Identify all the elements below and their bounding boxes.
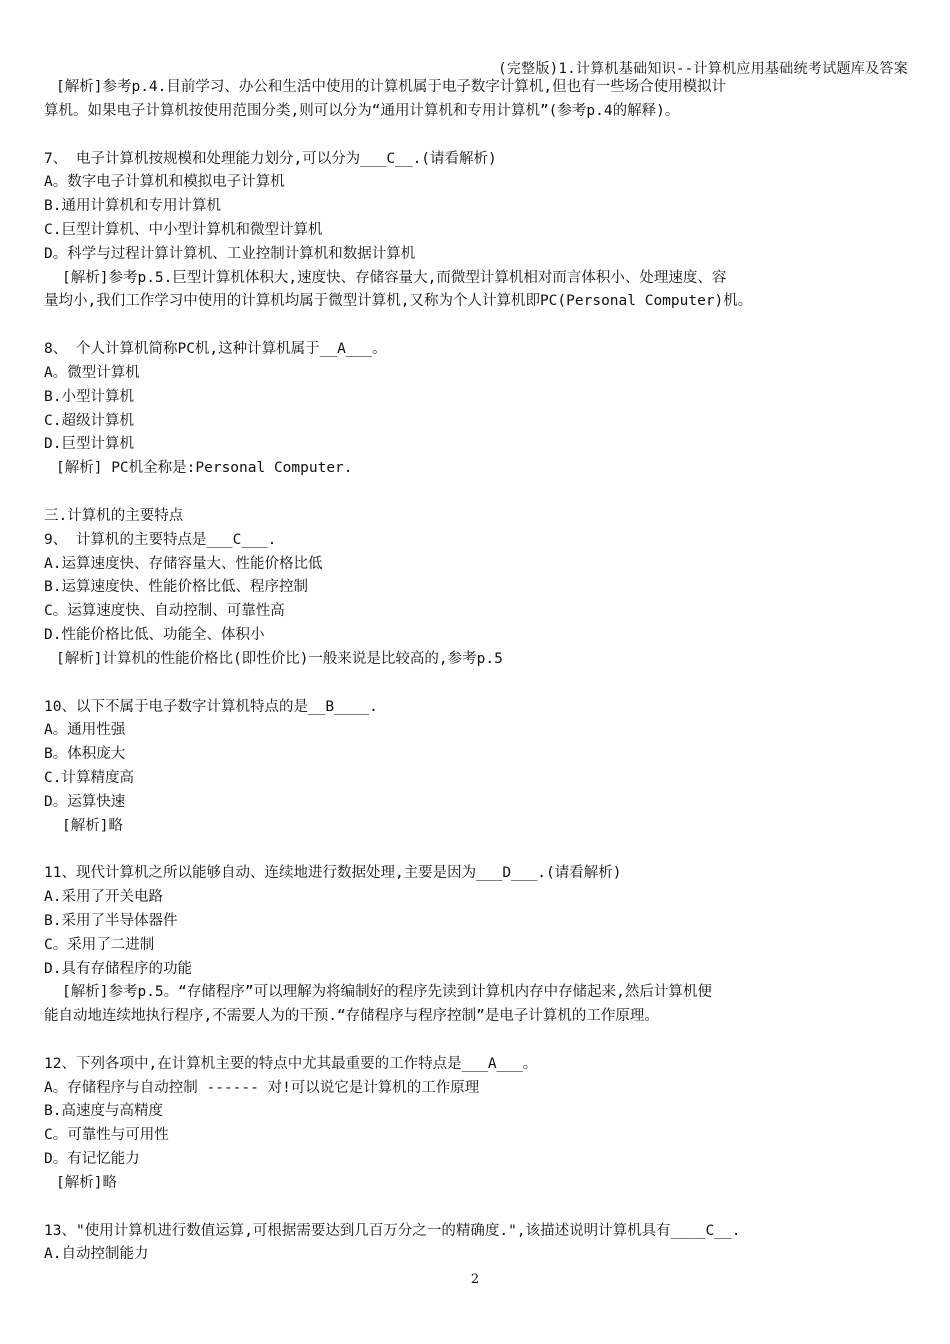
question-12-option-a: A。存储程序与自动控制 ------ 对!可以说它是计算机的工作原理 <box>44 1079 480 1096</box>
spacer <box>44 1196 910 1220</box>
question-10-stem: 10、以下不属于电子数字计算机特点的是__B____. <box>44 698 378 715</box>
page-number: 2 <box>470 1272 480 1287</box>
question-10-option-b: B。体积庞大 <box>44 746 126 763</box>
question-8-option-b: B.小型计算机 <box>44 388 134 405</box>
spacer <box>44 672 910 696</box>
spacer <box>44 314 910 338</box>
question-8-stem: 8、 个人计算机简称PC机,这种计算机属于__A___。 <box>44 341 387 358</box>
document-header: (完整版)1.计算机基础知识--计算机应用基础统考试题库及答案 <box>498 61 908 77</box>
question-11-explanation-line-2: 能自动地连续地执行程序,不需要人为的干预.“存储程序与程序控制”是电子计算机的工作原理。 <box>44 1008 659 1025</box>
question-11-stem: 11、现代计算机之所以能够自动、连续地进行数据处理,主要是因为___D___.(请看解析) <box>44 865 622 882</box>
question-11-option-b: B.采用了半导体器件 <box>44 912 178 929</box>
question-9-option-a: A.运算速度快、存储容量大、性能价格比低 <box>44 555 323 572</box>
question-11-option-a: A.采用了开关电路 <box>44 889 163 906</box>
spacer <box>44 1029 910 1053</box>
spacer <box>44 481 910 505</box>
question-7-explanation-line-1: [解析]参考p.5.巨型计算机体积大,速度快、存储容量大,而微型计算机相对而言体积小、处理速度、容 <box>62 269 727 286</box>
question-10-option-d: D。运算快速 <box>44 793 126 810</box>
question-9-option-c: C。运算速度快、自动控制、可靠性高 <box>44 603 285 620</box>
question-7-explanation-line-2: 量均小,我们工作学习中使用的计算机均属于微型计算机,又称为个人计算机即PC(Personal Computer)机。 <box>44 293 753 310</box>
question-12-option-b: B.高速度与高精度 <box>44 1103 163 1120</box>
question-12-option-c: C。可靠性与可用性 <box>44 1127 169 1144</box>
question-8-explanation: [解析] PC机全称是:Personal Computer. <box>56 460 353 477</box>
question-11-option-c: C。采用了二进制 <box>44 936 155 953</box>
section-3-heading: 三.计算机的主要特点 <box>44 507 184 524</box>
question-8-option-c: C.超级计算机 <box>44 412 134 429</box>
question-11-option-d: D.具有存储程序的功能 <box>44 960 192 977</box>
question-9-explanation: [解析]计算机的性能价格比(即性价比)一般来说是比较高的,参考p.5 <box>56 650 503 667</box>
question-7-option-b: B.通用计算机和专用计算机 <box>44 198 221 215</box>
question-13-stem: 13、"使用计算机进行数值运算,可根据需要达到几百万分之一的精确度.",该描述说明计算机具有____C__. <box>44 1222 741 1239</box>
question-9-stem: 9、 计算机的主要特点是___C___. <box>44 531 277 548</box>
intro-explanation-line-2: 算机。如果电子计算机按使用范围分类,则可以分为“通用计算机和专用计算机”(参考p.4的解释)。 <box>44 102 680 119</box>
question-9-option-d: D.性能价格比低、功能全、体积小 <box>44 626 265 643</box>
intro-explanation-line-1: [解析]参考p.4.目前学习、办公和生活中使用的计算机属于电子数字计算机,但也有一些场合使用模拟计 <box>56 79 727 95</box>
question-12-option-d: D。有记忆能力 <box>44 1151 140 1168</box>
question-10-option-c: C.计算精度高 <box>44 769 134 786</box>
question-7-option-c: C.巨型计算机、中小型计算机和微型计算机 <box>44 221 323 238</box>
question-9-option-b: B.运算速度快、性能价格比低、程序控制 <box>44 579 308 596</box>
document-body <box>44 76 910 1267</box>
question-10-explanation: [解析]略 <box>62 817 123 834</box>
question-11-explanation-line-1: [解析]参考p.5。“存储程序”可以理解为将编制好的程序先读到计算机内存中存储起来,然后计算机便 <box>62 984 712 1001</box>
question-12-stem: 12、下列各项中,在计算机主要的特点中尤其最重要的工作特点是___A___。 <box>44 1055 538 1072</box>
question-7-option-d: D。科学与过程计算计算机、工业控制计算机和数据计算机 <box>44 245 416 262</box>
question-8-option-d: D.巨型计算机 <box>44 436 134 453</box>
spacer <box>44 838 910 862</box>
question-12-explanation: [解析]略 <box>56 1174 117 1191</box>
question-13-option-a: A.自动控制能力 <box>44 1246 149 1263</box>
question-7-stem: 7、 电子计算机按规模和处理能力划分,可以分为___C__.(请看解析) <box>44 150 497 167</box>
spacer <box>44 124 910 148</box>
question-10-option-a: A。通用性强 <box>44 722 126 739</box>
question-8-option-a: A。微型计算机 <box>44 364 140 381</box>
question-7-option-a: A。数字电子计算机和模拟电子计算机 <box>44 174 285 191</box>
